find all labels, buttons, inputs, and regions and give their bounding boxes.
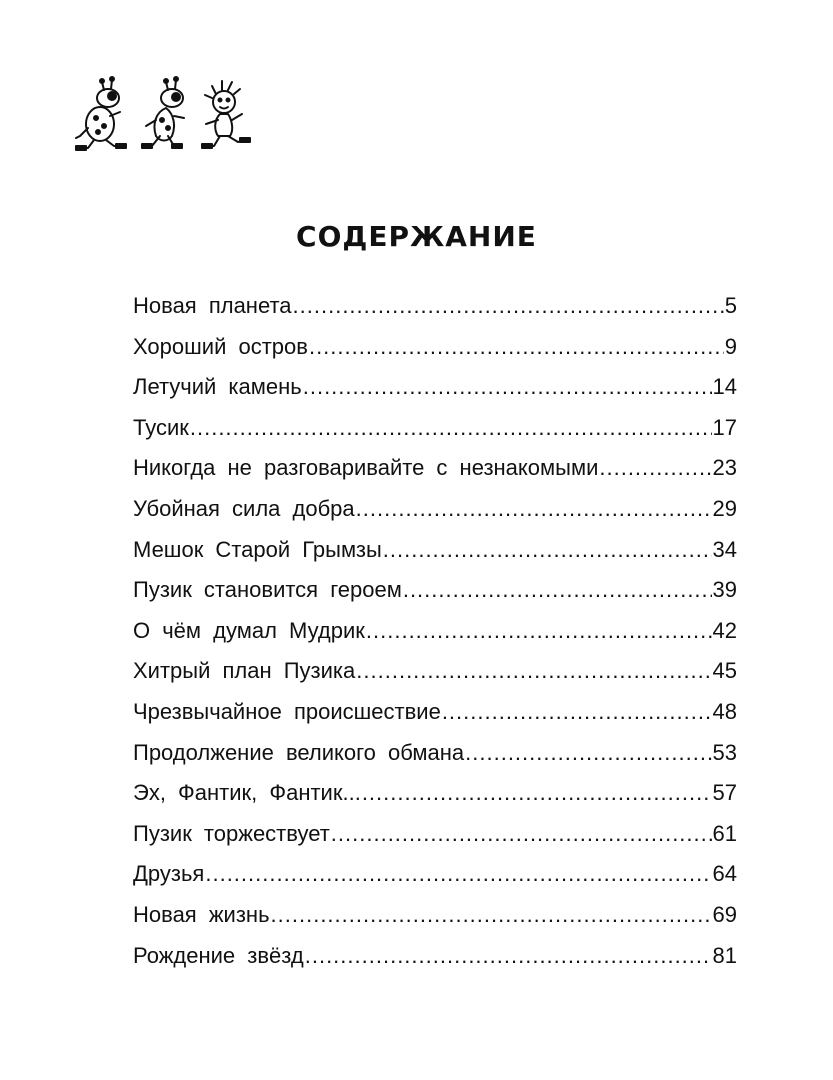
toc-entry bbox=[133, 651, 737, 692]
toc-entry bbox=[133, 489, 737, 530]
toc-entry bbox=[133, 408, 737, 449]
toc-entry-page-number: 64 bbox=[712, 861, 737, 887]
running-characters-illustration bbox=[74, 76, 254, 156]
toc-entry bbox=[133, 733, 737, 774]
toc-dot-leader bbox=[205, 854, 711, 895]
toc-entry-title: Тусик bbox=[133, 414, 189, 440]
toc-dot-leader bbox=[309, 327, 724, 368]
toc-dot-leader bbox=[599, 448, 711, 489]
toc-entry bbox=[133, 327, 737, 368]
toc-dot-leader bbox=[366, 611, 712, 652]
toc-entry bbox=[133, 367, 737, 408]
toc-dot-leader bbox=[356, 489, 712, 530]
toc-entry bbox=[133, 530, 737, 571]
toc-entry-title: Пузик торжествует bbox=[133, 820, 330, 846]
toc-entry bbox=[133, 814, 737, 855]
toc-entry-title: Эх, Фантик, Фантик... bbox=[133, 780, 361, 806]
character-one-icon bbox=[76, 77, 126, 150]
toc-dot-leader bbox=[403, 570, 712, 611]
toc-dot-leader bbox=[293, 286, 724, 327]
toc-entry-title: Продолжение великого обмана bbox=[133, 739, 465, 765]
toc-entry bbox=[133, 936, 737, 977]
toc-dot-leader bbox=[356, 651, 711, 692]
toc-dot-leader bbox=[303, 367, 712, 408]
toc-entry-page-number: 69 bbox=[712, 901, 737, 927]
toc-entry-title: О чём думал Мудрик bbox=[133, 617, 365, 643]
toc-entry-title: Хитрый план Пузика bbox=[133, 658, 356, 684]
toc-entry-page-number: 14 bbox=[712, 374, 737, 400]
toc-dot-leader bbox=[271, 895, 712, 936]
toc-entry-page-number: 34 bbox=[712, 536, 737, 562]
toc-entry-page-number: 61 bbox=[712, 820, 737, 846]
toc-entry bbox=[133, 570, 737, 611]
toc-entry-title: Друзья bbox=[133, 861, 205, 887]
toc-dot-leader bbox=[362, 773, 712, 814]
toc-entry-page-number: 57 bbox=[712, 780, 737, 806]
toc-entry-page-number: 5 bbox=[724, 293, 737, 318]
toc-dot-leader bbox=[442, 692, 712, 733]
character-two-icon bbox=[142, 77, 184, 148]
toc-entry-title: Рождение звёзд bbox=[133, 942, 304, 968]
table-of-contents bbox=[133, 286, 737, 976]
toc-entry-page-number: 39 bbox=[712, 577, 737, 603]
toc-dot-leader bbox=[305, 936, 712, 977]
toc-entry bbox=[133, 895, 737, 936]
toc-entry-page-number: 29 bbox=[712, 495, 737, 521]
toc-entry bbox=[133, 773, 737, 814]
toc-entry-page-number: 81 bbox=[712, 942, 737, 968]
toc-entry-page-number: 45 bbox=[712, 658, 737, 684]
toc-dot-leader bbox=[331, 814, 712, 855]
toc-entry-title: Чрезвычайное происшествие bbox=[133, 698, 441, 724]
toc-entry-title: Пузик становится героем bbox=[133, 577, 402, 603]
toc-entry-title: Хороший остров bbox=[133, 333, 308, 359]
toc-entry-page-number: 53 bbox=[712, 739, 737, 765]
character-three-icon bbox=[202, 81, 250, 148]
toc-entry-title: Новая жизнь bbox=[133, 901, 270, 927]
toc-entry-title: Летучий камень bbox=[133, 374, 302, 400]
toc-entry-page-number: 48 bbox=[712, 698, 737, 724]
toc-dot-leader bbox=[190, 408, 712, 449]
toc-entry-page-number: 17 bbox=[712, 414, 737, 440]
toc-entry bbox=[133, 448, 737, 489]
toc-entry-title: Никогда не разговаривайте с незнакомыми bbox=[133, 455, 599, 481]
toc-entry bbox=[133, 286, 737, 327]
toc-entry-title: Убойная сила добра bbox=[133, 495, 355, 521]
toc-entry bbox=[133, 854, 737, 895]
toc-dot-leader bbox=[465, 733, 711, 774]
page-title: СОДЕРЖАНИЕ bbox=[296, 220, 537, 253]
toc-entry-page-number: 42 bbox=[712, 617, 737, 643]
toc-entry-title: Новая планета bbox=[133, 293, 292, 318]
toc-entry-page-number: 23 bbox=[712, 455, 737, 481]
toc-dot-leader bbox=[383, 530, 712, 571]
toc-entry-title: Мешок Старой Грымзы bbox=[133, 536, 382, 562]
toc-entry bbox=[133, 692, 737, 733]
toc-entry bbox=[133, 611, 737, 652]
toc-entry-page-number: 9 bbox=[724, 333, 737, 359]
